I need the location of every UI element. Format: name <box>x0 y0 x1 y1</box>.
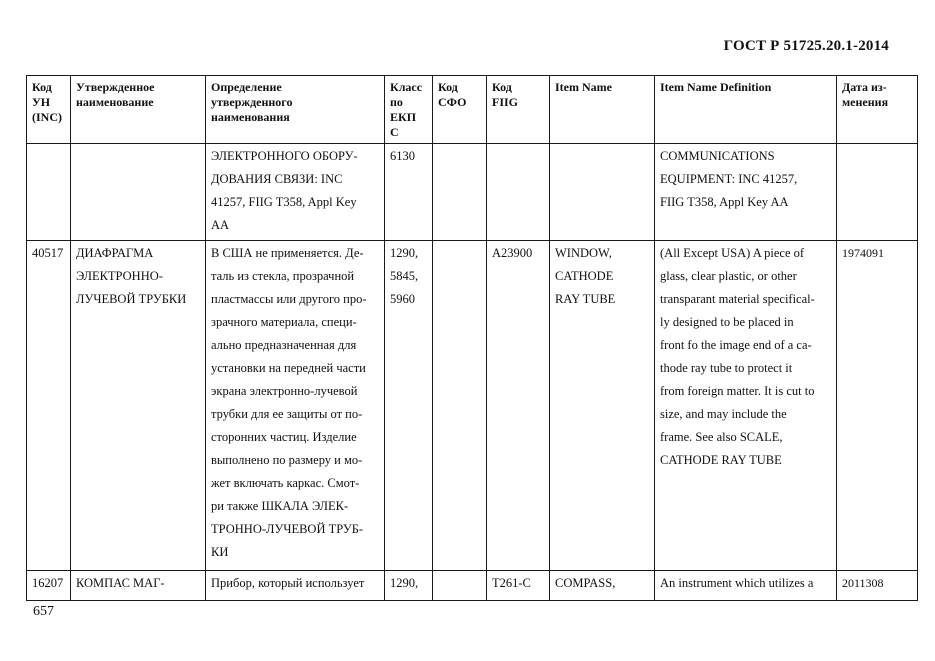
catalog-table <box>26 75 918 601</box>
cell-item-definition: COMMUNICATIONS EQUIPMENT: INC 41257, FIIG T358, Appl Key AA <box>655 144 837 241</box>
col-header-item-name: Item Name <box>550 76 655 144</box>
page-number: 657 <box>33 604 54 619</box>
cell-sfo <box>433 144 487 241</box>
cell-definition: В США не применяется. Де- таль из стекла, прозрачной пластмассы или другого про- зрачного материала, специ- ально предназначенная для установки на передней части экрана электронно-лучевой трубки для ее защиты от по- сторонних частиц. Изделие выполнено по размеру и мо- жет включать каркас. Смот- ри также ШКАЛА ЭЛЕК- ТРОННО-ЛУЧЕВОЙ ТРУБ- КИ <box>206 241 385 571</box>
cell-fiig <box>487 144 550 241</box>
col-header-sfo: Код СФО <box>433 76 487 144</box>
col-header-change-date: Дата из- менения <box>837 76 918 144</box>
cell-class: 1290, <box>385 571 433 601</box>
cell-inc <box>27 144 71 241</box>
table-header-row <box>27 76 918 144</box>
cell-fiig: T261-C <box>487 571 550 601</box>
document-code: ГОСТ Р 51725.20.1-2014 <box>723 38 889 54</box>
cell-definition: ЭЛЕКТРОННОГО ОБОРУ- ДОВАНИЯ СВЯЗИ: INC 41257, FIIG T358, Appl Key AA <box>206 144 385 241</box>
table-row <box>27 241 918 571</box>
col-header-approved-name: Утвержденное наименование <box>71 76 206 144</box>
cell-sfo <box>433 241 487 571</box>
cell-change-date <box>837 144 918 241</box>
table-row <box>27 571 918 601</box>
cell-change-date: 2011308 <box>837 571 918 601</box>
cell-item-name: COMPASS, <box>550 571 655 601</box>
cell-approved-name <box>71 144 206 241</box>
cell-fiig: A23900 <box>487 241 550 571</box>
cell-item-definition: (All Except USA) A piece of glass, clear plastic, or other transparant material specifical- ly designed to be placed in front fo the image end of a ca- thode ray tube to protect it from foreign matter. It is cut to size, and may include the frame. See also SCALE, CATHODE RAY TUBE <box>655 241 837 571</box>
cell-approved-name: КОМПАС МАГ- <box>71 571 206 601</box>
col-header-class: Класс по ЕКП С <box>385 76 433 144</box>
col-header-definition: Определение утвержденного наименования <box>206 76 385 144</box>
cell-class: 6130 <box>385 144 433 241</box>
cell-item-name: WINDOW, CATHODE RAY TUBE <box>550 241 655 571</box>
table-row <box>27 144 918 241</box>
cell-inc: 40517 <box>27 241 71 571</box>
cell-sfo <box>433 571 487 601</box>
col-header-item-definition: Item Name Definition <box>655 76 837 144</box>
cell-item-definition: An instrument which utilizes a <box>655 571 837 601</box>
cell-item-name <box>550 144 655 241</box>
cell-definition: Прибор, который использует <box>206 571 385 601</box>
col-header-inc: Код УН (INC) <box>27 76 71 144</box>
cell-approved-name: ДИАФРАГМА ЭЛЕКТРОННО- ЛУЧЕВОЙ ТРУБКИ <box>71 241 206 571</box>
cell-class: 1290, 5845, 5960 <box>385 241 433 571</box>
cell-change-date: 1974091 <box>837 241 918 571</box>
col-header-fiig: Код FIIG <box>487 76 550 144</box>
cell-inc: 16207 <box>27 571 71 601</box>
